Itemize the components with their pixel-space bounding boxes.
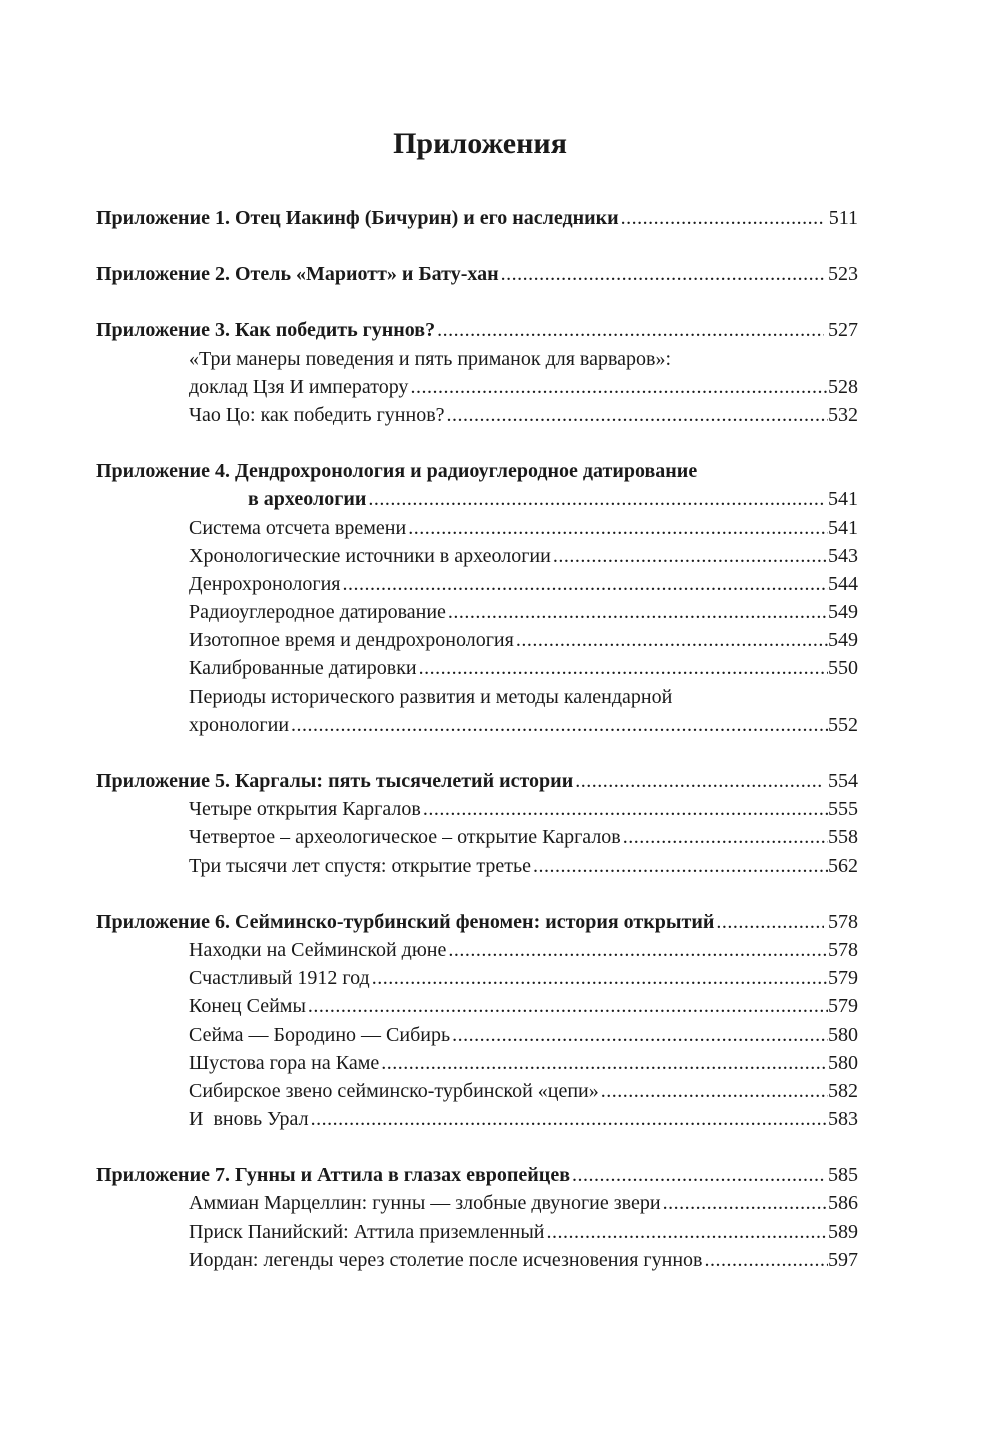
page-number: 544 bbox=[828, 572, 858, 595]
toc-entry[interactable] bbox=[96, 852, 858, 880]
toc-entry[interactable] bbox=[96, 626, 858, 654]
toc-entry-text: Система отсчета времени bbox=[189, 516, 407, 539]
toc-heading-line: Приложение 4. Дендрохронология и радиоуглеродное датирование bbox=[96, 460, 698, 483]
toc-section-4 bbox=[96, 457, 858, 739]
toc-entry-text: Хронологические источники в археологии bbox=[189, 544, 551, 567]
page-number: 528 bbox=[828, 375, 858, 398]
toc-heading-text: Приложение 7. Гунны и Аттила в глазах европейцев bbox=[96, 1164, 571, 1187]
page-number: 543 bbox=[828, 544, 858, 567]
page-number: 597 bbox=[828, 1248, 858, 1271]
page-number: 578 bbox=[828, 910, 858, 933]
toc-section-2 bbox=[96, 260, 858, 288]
toc-section-6 bbox=[96, 908, 858, 1134]
toc-entry[interactable] bbox=[96, 1077, 858, 1105]
page-number: 558 bbox=[828, 826, 858, 849]
page-number: 579 bbox=[828, 995, 858, 1018]
toc-entry-text: И вновь Урал bbox=[189, 1108, 309, 1131]
toc-entry-line: Периоды исторического развития и методы календарной bbox=[189, 685, 673, 708]
leader-dots bbox=[544, 1218, 828, 1246]
toc-entry[interactable] bbox=[96, 823, 858, 851]
toc-entry[interactable] bbox=[96, 992, 858, 1020]
leader-dots bbox=[573, 767, 824, 795]
toc-entry[interactable] bbox=[96, 1105, 858, 1133]
toc-heading-3[interactable] bbox=[96, 316, 858, 344]
page-number: 549 bbox=[828, 601, 858, 624]
toc-entry[interactable] bbox=[96, 964, 858, 992]
table-of-contents bbox=[96, 204, 858, 1302]
toc-heading-2[interactable] bbox=[96, 260, 858, 288]
toc-entry[interactable] bbox=[96, 514, 858, 542]
toc-entry-text: Приск Панийский: Аттила приземленный bbox=[189, 1220, 545, 1243]
page-number: 583 bbox=[828, 1108, 858, 1131]
page-number: 549 bbox=[828, 629, 858, 652]
toc-entry-text: Калиброванные датировки bbox=[189, 657, 417, 680]
leader-dots bbox=[661, 1189, 828, 1217]
toc-entry[interactable] bbox=[96, 373, 858, 401]
page-number: 550 bbox=[828, 657, 858, 680]
page-number: 555 bbox=[828, 798, 858, 821]
toc-entry[interactable] bbox=[96, 1049, 858, 1077]
toc-entry[interactable] bbox=[96, 936, 858, 964]
leader-dots bbox=[421, 795, 828, 823]
page-number: 532 bbox=[828, 403, 858, 426]
page-number: 562 bbox=[828, 854, 858, 877]
leader-dots bbox=[551, 542, 828, 570]
toc-entry-text: Сейма — Бородино — Сибирь bbox=[189, 1023, 451, 1046]
page-number: 541 bbox=[828, 488, 858, 511]
toc-heading-text: Приложение 3. Как победить гуннов? bbox=[96, 319, 436, 342]
toc-heading-text: Приложение 2. Отель «Мариотт» и Бату-хан bbox=[96, 263, 499, 286]
toc-section-3 bbox=[96, 316, 858, 429]
toc-entry-text: Иордан: легенды через столетие после исчезновения гуннов bbox=[189, 1248, 703, 1271]
toc-entry[interactable] bbox=[96, 570, 858, 598]
leader-dots bbox=[366, 485, 824, 513]
toc-entry[interactable] bbox=[96, 1218, 858, 1246]
toc-entry-text: Три тысячи лет спустя: открытие третье bbox=[189, 854, 532, 877]
toc-entry[interactable] bbox=[96, 598, 858, 626]
leader-dots bbox=[417, 654, 828, 682]
toc-entry-text: Конец Сеймы bbox=[189, 995, 306, 1018]
leader-dots bbox=[499, 260, 824, 288]
leader-dots bbox=[446, 598, 828, 626]
page-number: 586 bbox=[828, 1192, 858, 1215]
toc-entry-text: Радиоуглеродное датирование bbox=[189, 601, 446, 624]
leader-dots bbox=[621, 823, 828, 851]
leader-dots bbox=[370, 964, 828, 992]
toc-entry-text: Четвертое – археологическое – открытие Каргалов bbox=[189, 826, 621, 849]
toc-entry[interactable] bbox=[96, 1189, 858, 1217]
page-title: Приложения bbox=[393, 127, 567, 160]
leader-dots bbox=[531, 852, 828, 880]
toc-heading-text: Приложение 6. Сейминско-турбинский феномен: история открытий bbox=[96, 910, 715, 933]
toc-entry-text: Шустова гора на Каме bbox=[189, 1051, 380, 1074]
page-number: 580 bbox=[828, 1051, 858, 1074]
leader-dots bbox=[599, 1077, 828, 1105]
page-number: 578 bbox=[828, 938, 858, 961]
page-number: 579 bbox=[828, 967, 858, 990]
toc-entry[interactable] bbox=[96, 711, 858, 739]
toc-heading-text: Приложение 5. Каргалы: пять тысячелетий истории bbox=[96, 770, 574, 792]
leader-dots bbox=[514, 626, 828, 654]
page-number: 554 bbox=[828, 770, 858, 792]
leader-dots bbox=[306, 992, 828, 1020]
toc-entry-text: Счастливый 1912 год bbox=[189, 967, 370, 990]
toc-entry-text: Четыре открытия Каргалов bbox=[189, 798, 421, 821]
toc-entry-text: доклад Цзя И императору bbox=[189, 375, 409, 398]
page-number: 582 bbox=[828, 1079, 858, 1102]
leader-dots bbox=[408, 373, 828, 401]
toc-section-7 bbox=[96, 1161, 858, 1274]
page-number: 541 bbox=[828, 516, 858, 539]
leader-dots bbox=[379, 1049, 828, 1077]
leader-dots bbox=[445, 401, 828, 429]
toc-entry[interactable] bbox=[96, 1246, 858, 1274]
page-number: 523 bbox=[828, 263, 858, 286]
toc-heading-text: в археологии bbox=[248, 488, 367, 511]
leader-dots bbox=[406, 514, 828, 542]
page-number: 589 bbox=[828, 1220, 858, 1243]
leader-dots bbox=[435, 316, 824, 344]
toc-section-1 bbox=[96, 204, 858, 232]
toc-entry-text: Аммиан Марцеллин: гунны — злобные двуногие звери bbox=[189, 1192, 661, 1215]
toc-heading-4[interactable] bbox=[96, 485, 858, 513]
toc-entry-line: «Три манеры поведения и пять приманок для варваров»: bbox=[189, 347, 672, 370]
page-number: 580 bbox=[828, 1023, 858, 1046]
leader-dots bbox=[714, 908, 824, 936]
toc-entry-text: Сибирское звено сейминско-турбинской «цепи» bbox=[189, 1079, 599, 1102]
toc-entry-text: Изотопное время и дендрохронология bbox=[189, 629, 514, 652]
toc-entry[interactable] bbox=[96, 654, 858, 682]
toc-heading-7[interactable] bbox=[96, 1161, 858, 1189]
leader-dots bbox=[702, 1246, 828, 1274]
toc-heading-1[interactable] bbox=[96, 204, 858, 232]
leader-dots bbox=[341, 570, 829, 598]
toc-entry-text: хронологии bbox=[189, 713, 290, 736]
toc-entry-text: Денрохронология bbox=[189, 572, 341, 595]
toc-heading-6[interactable] bbox=[96, 908, 858, 936]
toc-entry-text: Находки на Сейминской дюне bbox=[189, 938, 447, 961]
leader-dots bbox=[619, 204, 825, 232]
toc-entry-text: Чао Цо: как победить гуннов? bbox=[189, 403, 445, 426]
leader-dots bbox=[446, 936, 828, 964]
toc-entry[interactable] bbox=[96, 542, 858, 570]
toc-section-5 bbox=[96, 767, 858, 880]
leader-dots bbox=[450, 1021, 828, 1049]
toc-entry[interactable] bbox=[96, 1021, 858, 1049]
toc-entry[interactable] bbox=[96, 401, 858, 429]
toc-entry[interactable] bbox=[96, 795, 858, 823]
toc-heading-5[interactable] bbox=[96, 767, 858, 795]
page-number: 552 bbox=[828, 713, 858, 736]
page-number: 511 bbox=[828, 207, 858, 229]
leader-dots bbox=[289, 711, 828, 739]
toc-heading-text: Приложение 1. Отец Иакинф (Бичурин) и его наследники bbox=[96, 207, 619, 229]
leader-dots bbox=[570, 1161, 824, 1189]
page-number: 585 bbox=[828, 1164, 858, 1187]
leader-dots bbox=[309, 1105, 828, 1133]
page-number: 527 bbox=[828, 319, 858, 342]
